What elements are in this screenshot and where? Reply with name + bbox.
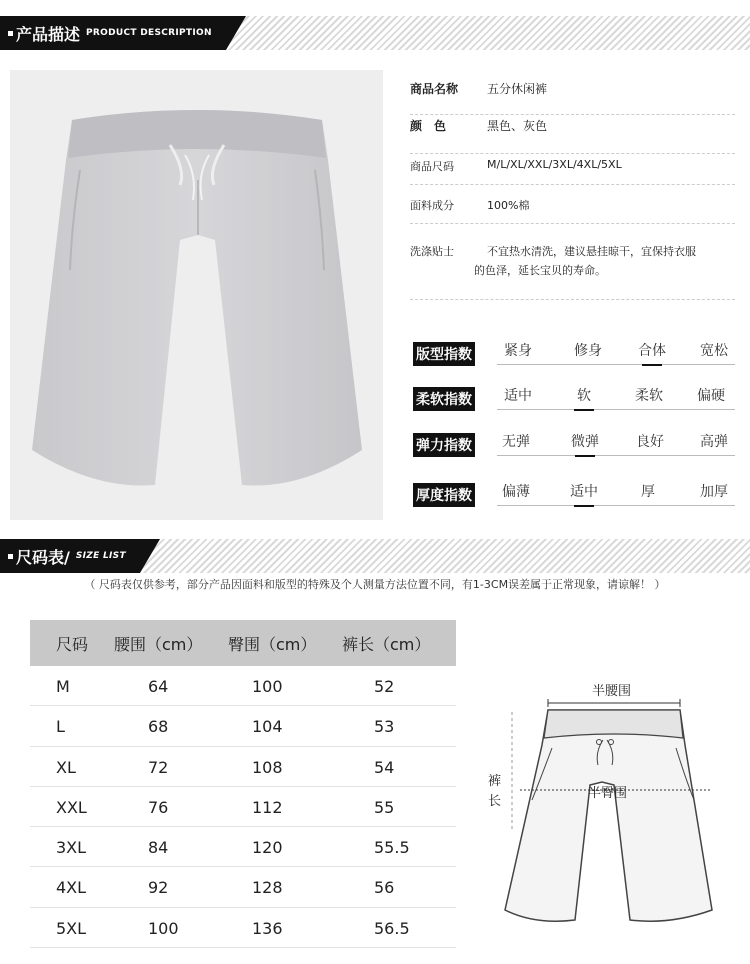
size-table bbox=[30, 620, 456, 948]
spec-value: 五分休闲裤 bbox=[487, 82, 548, 96]
index-option: 厚 bbox=[641, 484, 655, 500]
index-row-thickness bbox=[413, 475, 735, 519]
index-label: 版型指数 bbox=[413, 342, 475, 366]
index-option: 偏硬 bbox=[697, 388, 725, 404]
section-title-en: SIZE LIST bbox=[75, 551, 126, 561]
index-option: 宽松 bbox=[700, 343, 728, 359]
table-row bbox=[30, 706, 456, 746]
header-cell: 腰围（cm） bbox=[114, 635, 203, 654]
section-header-product bbox=[0, 16, 750, 50]
index-divider bbox=[497, 409, 735, 410]
index-divider bbox=[497, 455, 735, 456]
index-option: 偏薄 bbox=[502, 484, 530, 500]
spec-value: 100%棉 bbox=[487, 199, 530, 212]
spec-row-size bbox=[410, 158, 735, 185]
cell: 108 bbox=[252, 757, 283, 777]
label-length-1: 裤 bbox=[488, 774, 502, 789]
cell: 100 bbox=[148, 918, 179, 938]
size-note: （ 尺码表仅供参考，部分产品因面料和版型的特殊及个人测量方法位置不同，有1-3CM误差属于正常现象，请谅解！ ） bbox=[84, 578, 666, 591]
spec-value: 黑色、灰色 bbox=[487, 119, 548, 133]
cell: 76 bbox=[148, 797, 169, 817]
spec-key: 颜 色 bbox=[410, 119, 447, 133]
spec-row-name bbox=[410, 80, 735, 115]
index-divider bbox=[497, 505, 735, 506]
label-half-waist: 半腰围 bbox=[592, 684, 632, 699]
index-option: 柔软 bbox=[635, 388, 663, 404]
index-divider bbox=[497, 364, 735, 365]
index-option: 适中 bbox=[504, 388, 532, 404]
index-row-elasticity bbox=[413, 425, 735, 469]
index-label: 厚度指数 bbox=[413, 483, 475, 507]
index-label: 柔软指数 bbox=[413, 387, 475, 411]
index-option-selected: 微弹 bbox=[560, 431, 610, 451]
cell: 56 bbox=[374, 878, 395, 898]
cell: 72 bbox=[148, 757, 169, 777]
spec-value-line2: 的色泽，延长宝贝的寿命。 bbox=[474, 264, 606, 277]
index-row-fit bbox=[413, 334, 735, 378]
index-row-softness bbox=[413, 379, 735, 423]
index-option-selected: 软 bbox=[559, 385, 609, 405]
spec-key: 商品名称 bbox=[410, 82, 459, 96]
shorts-outline-icon bbox=[480, 670, 730, 940]
section-title-zh: 产品描述 bbox=[16, 24, 81, 44]
spec-key: 面料成分 bbox=[410, 199, 454, 212]
index-option: 无弹 bbox=[502, 434, 530, 450]
table-row bbox=[30, 827, 456, 867]
gray-shorts-image bbox=[10, 70, 383, 520]
spec-key: 洗涤贴士 bbox=[410, 245, 454, 258]
bullet-square-icon bbox=[8, 31, 13, 36]
spec-row-fabric bbox=[410, 197, 735, 224]
index-option: 高弹 bbox=[700, 434, 728, 450]
section-title-zh: 尺码表/ bbox=[16, 547, 70, 567]
spec-value: M/L/XL/XXL/3XL/4XL/5XL bbox=[487, 158, 622, 171]
cell: 128 bbox=[252, 878, 283, 898]
section-header-size bbox=[0, 539, 750, 573]
cell: 5XL bbox=[56, 918, 87, 938]
label-length-2: 长 bbox=[488, 794, 502, 809]
table-header bbox=[30, 620, 456, 666]
cell: 120 bbox=[252, 838, 283, 858]
table-row bbox=[30, 867, 456, 907]
table-row bbox=[30, 666, 456, 706]
header-cell: 臀围（cm） bbox=[228, 635, 317, 654]
spec-row-washing bbox=[410, 243, 735, 300]
header-cell: 裤长（cm） bbox=[342, 635, 431, 654]
cell: M bbox=[56, 677, 70, 696]
index-option: 加厚 bbox=[700, 484, 728, 500]
cell: 4XL bbox=[56, 878, 87, 898]
label-half-hip: 半臀围 bbox=[588, 786, 628, 801]
index-label: 弹力指数 bbox=[413, 433, 475, 457]
cell: 104 bbox=[252, 717, 283, 737]
spec-row-color bbox=[410, 117, 735, 154]
cell: 100 bbox=[252, 677, 283, 696]
table-row bbox=[30, 908, 456, 948]
table-row bbox=[30, 747, 456, 787]
index-option-selected: 适中 bbox=[559, 481, 609, 501]
cell: 54 bbox=[374, 757, 395, 777]
measurement-diagram bbox=[480, 670, 730, 940]
cell: 64 bbox=[148, 677, 169, 696]
cell: 112 bbox=[252, 797, 283, 817]
cell: 55.5 bbox=[374, 838, 410, 858]
table-row bbox=[30, 787, 456, 827]
cell: L bbox=[56, 717, 65, 737]
cell: 136 bbox=[252, 918, 283, 938]
product-photo bbox=[10, 70, 383, 520]
cell: XL bbox=[56, 757, 76, 777]
cell: 56.5 bbox=[374, 918, 410, 938]
cell: 84 bbox=[148, 838, 169, 858]
index-option: 紧身 bbox=[504, 343, 532, 359]
section-title-en: PRODUCT DESCRIPTION bbox=[86, 28, 212, 38]
cell: 55 bbox=[374, 797, 395, 817]
cell: 52 bbox=[374, 677, 395, 696]
bullet-square-icon bbox=[8, 554, 13, 559]
cell: XXL bbox=[56, 797, 87, 817]
spec-value: 不宜热水清洗，建议悬挂晾干，宜保持衣服 bbox=[487, 245, 696, 258]
cell: 53 bbox=[374, 717, 395, 737]
cell: 3XL bbox=[56, 838, 87, 858]
index-option-selected: 合体 bbox=[627, 340, 677, 360]
cell: 68 bbox=[148, 717, 169, 737]
header-cell: 尺码 bbox=[56, 635, 89, 654]
spec-key: 商品尺码 bbox=[410, 160, 454, 173]
index-option: 良好 bbox=[636, 434, 664, 450]
index-option: 修身 bbox=[574, 343, 602, 359]
cell: 92 bbox=[148, 878, 169, 898]
